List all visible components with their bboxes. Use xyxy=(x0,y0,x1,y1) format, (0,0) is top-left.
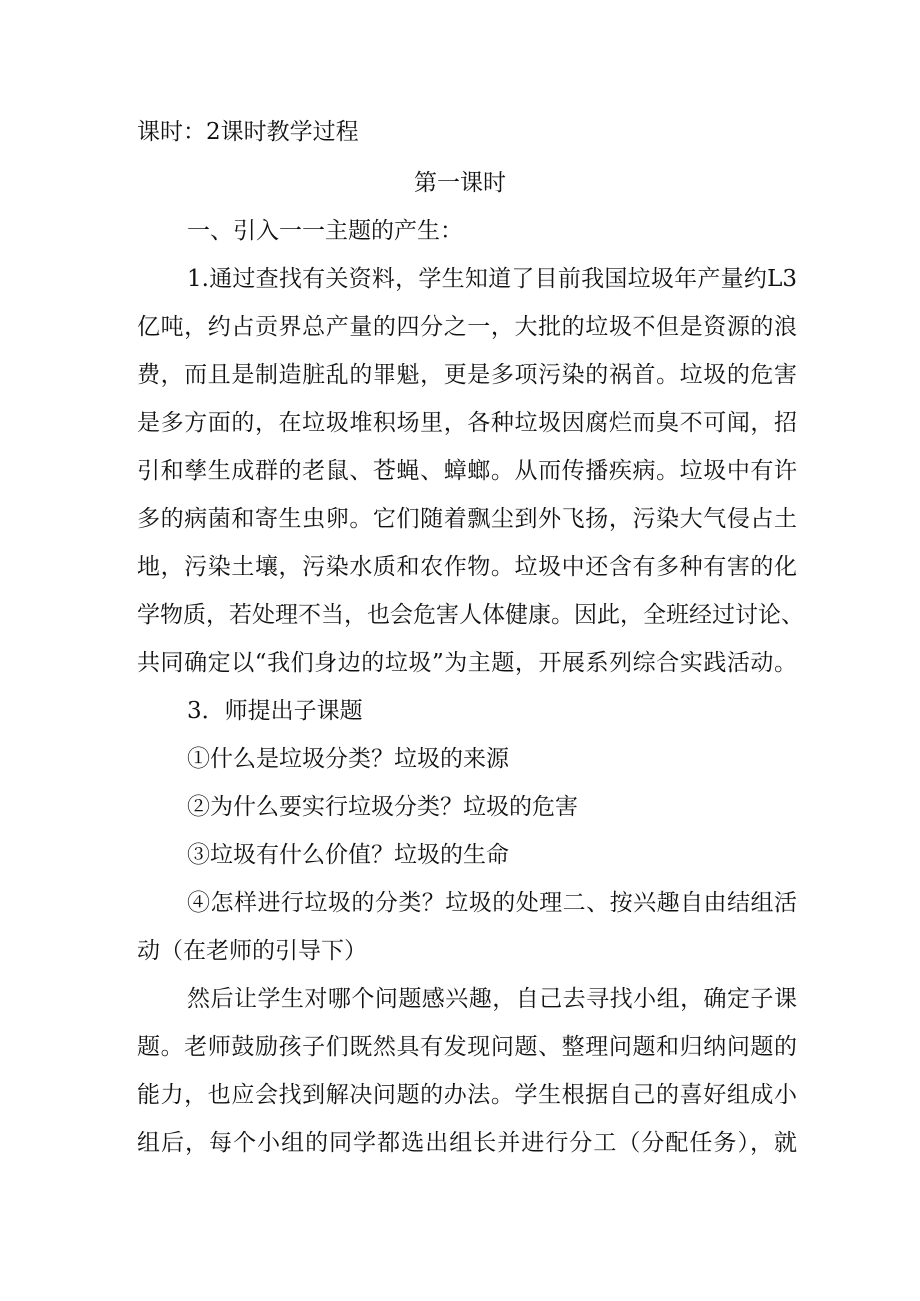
paragraph1-line: 学物质，若处理不当，也会危害人体健康。因此，全班经过讨论、 xyxy=(137,602,804,628)
lesson-time-line: 课时：2课时教学过程 xyxy=(137,119,359,145)
paragraph1-line: 费，而且是制造脏乱的罪魁，更是多项污染的祸首。垃圾的危害 xyxy=(137,362,797,388)
paragraph1-line: 多的病菌和寄生虫卵。它们随着飘尘到外飞扬，污染大气侵占土 xyxy=(137,506,797,532)
paragraph1-line: 亿吨，约占贡界总产量的四分之一，大批的垃圾不但是资源的浪 xyxy=(137,314,797,340)
paragraph2-line: 然后让学生对哪个问题感兴趣，自己去寻找小组，确定子课 xyxy=(187,986,797,1012)
section-title: 第一课时 xyxy=(414,170,506,196)
paragraph1-line: 引和孳生成群的老鼠、苍蝇、蟑螂。从而传播疾病。垃圾中有许 xyxy=(137,458,797,484)
paragraph1-line: 1.通过查找有关资料，学生知道了目前我国垃圾年产量约L3 xyxy=(187,266,797,292)
subtopic-item: ③垃圾有什么价值？垃圾的生命 xyxy=(187,842,509,868)
paragraph1-line: 是多方面的，在垃圾堆积场里，各种垃圾因腐烂而臭不可闻，招 xyxy=(137,410,797,436)
paragraph2-line: 组后，每个小组的同学都选出组长并进行分工（分配任务），就 xyxy=(137,1130,797,1156)
paragraph2-line: 题。老师鼓励孩子们既然具有发现问题、整理问题和归纳问题的 xyxy=(137,1034,797,1060)
paragraph2-line: 能力，也应会找到解决问题的办法。学生根据自己的喜好组成小 xyxy=(137,1082,797,1108)
paragraph1-line: 地，污染土壤，污染水质和农作物。垃圾中还含有多种有害的化 xyxy=(137,554,797,580)
part1-heading: 一、引入一一主题的产生： xyxy=(187,218,463,244)
item3-heading: 3．师提出子课题 xyxy=(187,698,363,724)
subtopic-item: ①什么是垃圾分类？垃圾的来源 xyxy=(187,746,509,772)
subtopic-item: ②为什么要实行垃圾分类？垃圾的危害 xyxy=(187,794,578,820)
paragraph1-line: 共同确定以“我们身边的垃圾”为主题，开展系列综合实践活动。 xyxy=(137,650,797,676)
subtopic4-line: ④怎样进行垃圾的分类？垃圾的处理二、按兴趣自由结组活 xyxy=(187,890,797,916)
subtopic4-line: 动（在老师的引导下） xyxy=(137,938,367,964)
